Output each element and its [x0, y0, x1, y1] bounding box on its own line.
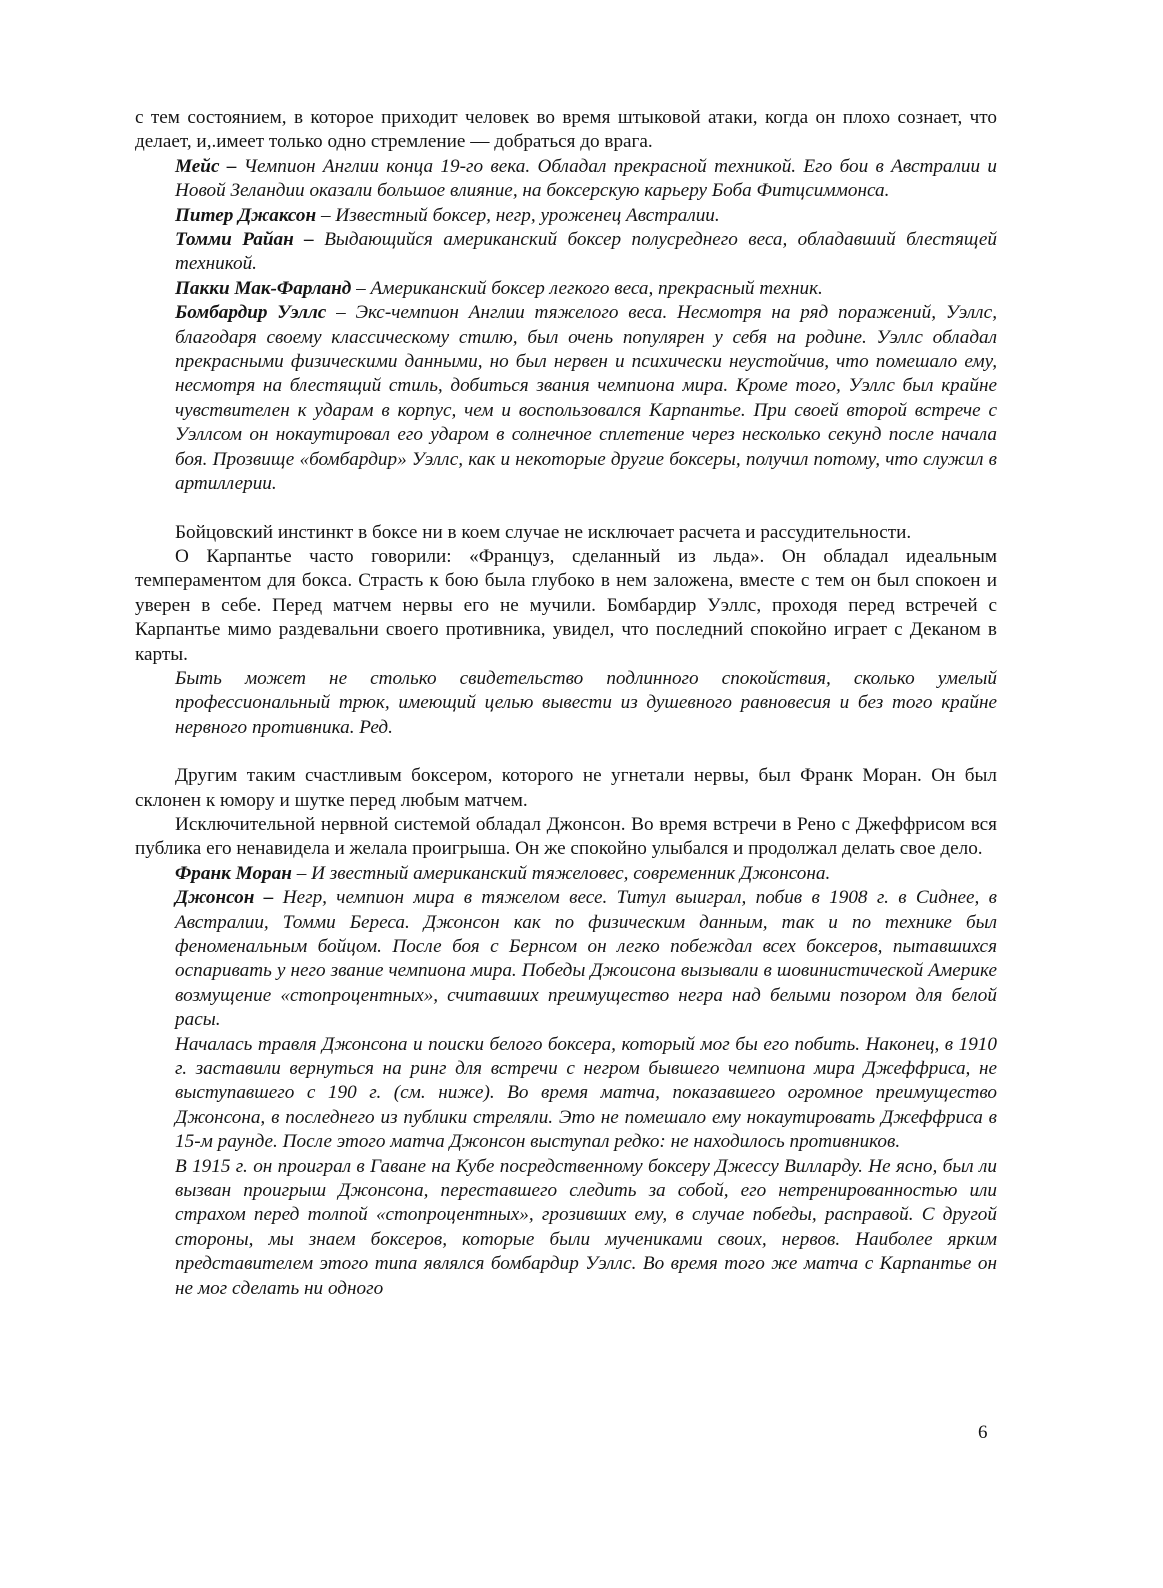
- body-paragraph: [135, 813, 997, 862]
- editorial-note: [135, 862, 997, 886]
- paragraph-text: Другим таким счастливым боксером, которого не угнетали нервы, был Франк Моран. Он был склонен к юмору и шутке перед любым матчем.: [135, 765, 997, 811]
- paragraph-text: – И звестный американский тяжеловес, современник Джонсона.: [291, 862, 831, 884]
- note-term: Мейс –: [175, 155, 237, 177]
- note-term: Франк Моран: [175, 862, 292, 884]
- editorial-note: [135, 228, 997, 277]
- editorial-note: [135, 301, 997, 496]
- paragraph-text: – Известный боксер, негр, уроженец Австралии.: [316, 204, 720, 226]
- paragraph-text: с тем состоянием, в которое приходит человек во время штыковой атаки, когда он плохо сознает, что делает, и,.имеет только одно стремление — добраться до врага.: [135, 107, 997, 153]
- body-paragraph: [135, 545, 997, 667]
- editorial-note: [135, 277, 997, 301]
- paragraph-text: – Экс-чемпион Англии тяжелого веса. Несмотря на ряд поражений, Уэллс, благодаря своему классическому стилю, был очень популярен у себя на родине. Уэллс обладал прекрасными физическими данными, но был нервен и психически неустойчив, что помешало ему, несмотря на блестящий стиль, добиться звания чемпиона мира. Кроме того, Уэллс был крайне чувствителен к ударам в корпус, чем и воспользовался Карпантье. При своей второй встрече с Уэллсом он нокаутировал его ударом в солнечное сплетение через несколько секунд после начала боя. Прозвище «бомбардир» Уэллс, как и некоторые другие боксеры, получил потому, что служил в артиллерии.: [175, 302, 997, 495]
- paragraph-text: Негр, чемпион мира в тяжелом весе. Титул выиграл, побив в 1908 г. в Сиднее, в Австралии, Томми Береса. Джонсон как по физическим данным, так и по технике был феноменальным бойцом. После боя с Бернсом он легко побеждал всех боксеров, пытавшихся оспаривать у него звание чемпиона мира. Победы Джоисона вызывали в шовинистической Америке возмущение «стопроцентных», считавших преимущество негра над белыми позором для белой расы.: [175, 887, 997, 1031]
- editorial-note: [135, 886, 997, 1032]
- page-number: 6: [978, 1422, 988, 1443]
- body-paragraph: [135, 764, 997, 813]
- note-term: Томми Райан –: [175, 229, 314, 251]
- paragraph-gap: [135, 497, 997, 521]
- paragraph-text: Чемпион Англии конца 19-го века. Обладал прекрасной техникой. Его бои в Австралии и Новой Зеландии оказали большое влияние, на боксерскую карьеру Боба Фитцсиммонса.: [175, 155, 998, 202]
- note-term: Питер Джаксон: [175, 204, 317, 226]
- paragraph-text: В 1915 г. он проиграл в Гаване на Кубе посредственному боксеру Джессу Вилларду. Не ясно, был ли вызван проигрыш Джонсона, переставшего следить за собой, его нетренированностью или страхом перед толпой «стопроцентных», грозивших ему, в случае победы, расправой. С другой стороны, мы знаем боксеров, которые были мучениками своих, нервов. Наиболее ярким представителем этого типа являлся бомбардир Уэллс. Во время того же матча с Карпантье он не мог сделать ни одного: [175, 1155, 997, 1299]
- note-term: Бомбардир Уэллс: [175, 302, 327, 324]
- editorial-note: [135, 155, 997, 204]
- paragraph-text: Быть может не столько свидетельство подлинного спокойствия, сколько умелый профессиональный трюк, имеющий целью вывести из душевного равновесия и без того крайне нервного противника. Ред.: [175, 667, 997, 738]
- paragraph-text: Началась травля Джонсона и поиски белого боксера, который мог бы его побить. Наконец, в 1910 г. заставили вернуться на ринг для встречи с негром бывшего чемпиона мира Джеффриса, не выступавшего с 190 г. (см. ниже). Во время матча, показавшего огромное преимущество Джонсона, в последнего из публики стреляли. Это не помешало ему нокаутировать Джеффриса в 15-м раунде. После этого матча Джонсон выступал редко: не находилось противников.: [175, 1033, 997, 1153]
- editorial-note: [135, 1155, 997, 1301]
- body-paragraph: [135, 521, 997, 545]
- paragraph-text: Исключительной нервной системой обладал Джонсон. Во время встречи в Рено с Джеффрисом вся публика его ненавидела и желала проигрыша. Он же спокойно улыбался и продолжал делать свое дело.: [135, 813, 997, 860]
- note-term: Пакки Мак-Фарланд: [175, 277, 352, 299]
- paragraph-gap: [135, 740, 997, 764]
- editorial-note: [135, 204, 997, 228]
- paragraph-text: Выдающийся американский боксер полусреднего веса, обладавший блестящей техникой.: [175, 229, 997, 275]
- note-term: Джонсон –: [175, 887, 274, 909]
- page-body: [135, 106, 997, 1301]
- paragraph-text: – Американский боксер легкого веса, прекрасный техник.: [351, 277, 823, 299]
- body-paragraph: [135, 106, 997, 155]
- paragraph-text: О Карпантье часто говорили: «Француз, сделанный из льда». Он обладал идеальным темпераментом для бокса. Страсть к бою была глубоко в нем заложена, вместе с тем он был спокоен и уверен в себе. Перед матчем нервы его не мучили. Бомбардир Уэллс, проходя перед встречей с Карпантье мимо раздевальни своего противника, увидел, что последний спокойно играет с Деканом в карты.: [135, 545, 997, 665]
- paragraph-text: Бойцовский инстинкт в боксе ни в коем случае не исключает расчета и рассудительности.: [175, 521, 912, 543]
- editorial-note: [135, 1033, 997, 1155]
- editorial-note: [135, 667, 997, 740]
